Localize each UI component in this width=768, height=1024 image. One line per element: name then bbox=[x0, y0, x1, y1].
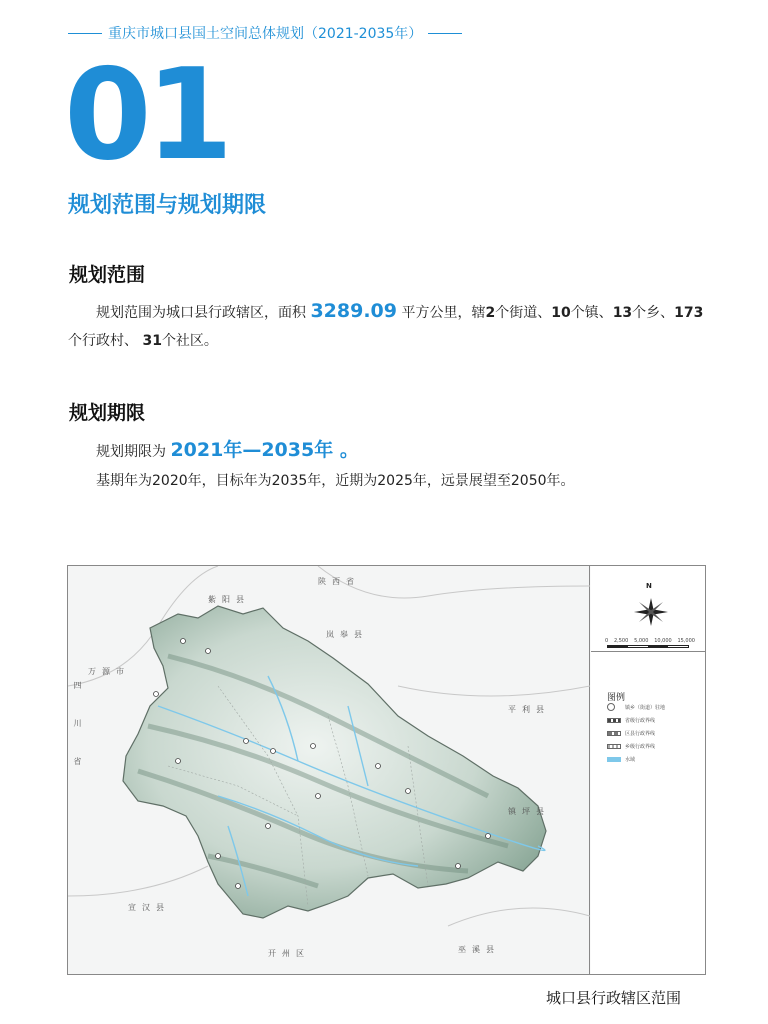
scale-tick: 0 bbox=[605, 638, 609, 644]
neighbor-boundary bbox=[68, 866, 208, 896]
legend-item-town bbox=[607, 741, 655, 751]
legend-swatch bbox=[607, 731, 621, 736]
period-paragraph bbox=[96, 436, 736, 466]
place-sichuan: 四川省 bbox=[73, 681, 82, 795]
place-xuanhan: 宣汉县 bbox=[128, 903, 170, 912]
place-shaanxi: 陕西省 bbox=[318, 577, 360, 586]
scope-text-f: 个行政村、 bbox=[68, 333, 138, 349]
header-rule-left bbox=[68, 33, 102, 34]
place-zhenping: 镇坪县 bbox=[508, 807, 550, 816]
scale-bar-labels bbox=[605, 638, 695, 644]
legend-swatch bbox=[607, 703, 615, 711]
period-detail-paragraph: 基期年为2020年，目标年为2035年，近期为2025年，远景展望至2050年。 bbox=[96, 473, 575, 489]
scale-tick: 2,500 bbox=[613, 638, 629, 644]
area-value: 3289.09 bbox=[310, 300, 397, 322]
scope-paragraph bbox=[68, 297, 708, 355]
place-pingli: 平利县 bbox=[508, 705, 550, 714]
section-heading-period: 规划期限 bbox=[69, 402, 146, 424]
place-ziyang: 紫阳县 bbox=[208, 595, 250, 604]
period-text-a: 规划期限为 bbox=[96, 444, 166, 460]
legend-label: 区县行政界线 bbox=[625, 730, 656, 737]
place-wuxi: 巫溪县 bbox=[458, 945, 500, 954]
scale-tick: 5,000 bbox=[634, 638, 649, 644]
document-header bbox=[68, 24, 488, 42]
legend-item-water bbox=[607, 754, 635, 764]
section-heading-scope: 规划范围 bbox=[69, 264, 146, 286]
legend-label: 镇乡（街道）驻地 bbox=[625, 704, 666, 711]
scope-text-g: 个社区。 bbox=[161, 333, 218, 349]
county-outline bbox=[123, 606, 546, 918]
map-sidebar bbox=[591, 566, 706, 974]
villages-count: 173 bbox=[674, 305, 704, 321]
legend-label: 水域 bbox=[625, 756, 636, 763]
legend-title: 图例 bbox=[607, 693, 626, 703]
chapter-number: 01 bbox=[64, 41, 228, 188]
scope-text-a: 规划范围为城口县行政辖区，面积 bbox=[96, 305, 306, 321]
chapter-title: 规划范围与规划期限 bbox=[68, 193, 267, 218]
period-value: 2021年—2035年 。 bbox=[170, 439, 359, 461]
scope-text-d: 个镇、 bbox=[570, 305, 613, 321]
streets-count: 2 bbox=[485, 305, 496, 321]
scale-bar bbox=[607, 645, 689, 648]
compass-rose-icon bbox=[634, 598, 668, 626]
map-caption: 城口县行政辖区范围 bbox=[546, 989, 682, 1007]
legend-swatch bbox=[607, 744, 621, 749]
place-langao: 岚皋县 bbox=[326, 630, 368, 639]
header-rule-right bbox=[428, 33, 462, 34]
towns-count: 10 bbox=[551, 305, 571, 321]
map-canvas bbox=[68, 566, 590, 974]
county-map bbox=[67, 565, 706, 975]
sidebar-divider bbox=[591, 651, 706, 652]
legend-item-county bbox=[607, 728, 655, 738]
communities-count: 31 bbox=[142, 333, 162, 349]
neighbor-boundary bbox=[398, 686, 590, 696]
scale-tick: 10,000 bbox=[654, 638, 672, 644]
place-wanyuan: 万源市 bbox=[88, 667, 130, 676]
legend-item-province bbox=[607, 715, 655, 725]
legend-swatch bbox=[607, 757, 621, 762]
legend-label: 省级行政界线 bbox=[625, 717, 656, 724]
legend-swatch bbox=[607, 718, 621, 723]
document-header-title: 重庆市城口县国土空间总体规划（2021-2035年） bbox=[108, 26, 423, 42]
scale-tick: 15,000 bbox=[677, 638, 695, 644]
scope-text-c: 个街道、 bbox=[495, 305, 552, 321]
north-label: N bbox=[646, 582, 652, 590]
legend-item-township bbox=[607, 702, 665, 712]
scope-text-b: 平方公里，辖 bbox=[401, 305, 486, 321]
neighbor-boundary bbox=[448, 908, 590, 926]
legend-label: 乡级行政界线 bbox=[625, 743, 656, 750]
townships-count: 13 bbox=[612, 305, 633, 321]
scope-text-e: 个乡、 bbox=[632, 305, 675, 321]
place-kaizhou: 开州区 bbox=[268, 949, 310, 958]
